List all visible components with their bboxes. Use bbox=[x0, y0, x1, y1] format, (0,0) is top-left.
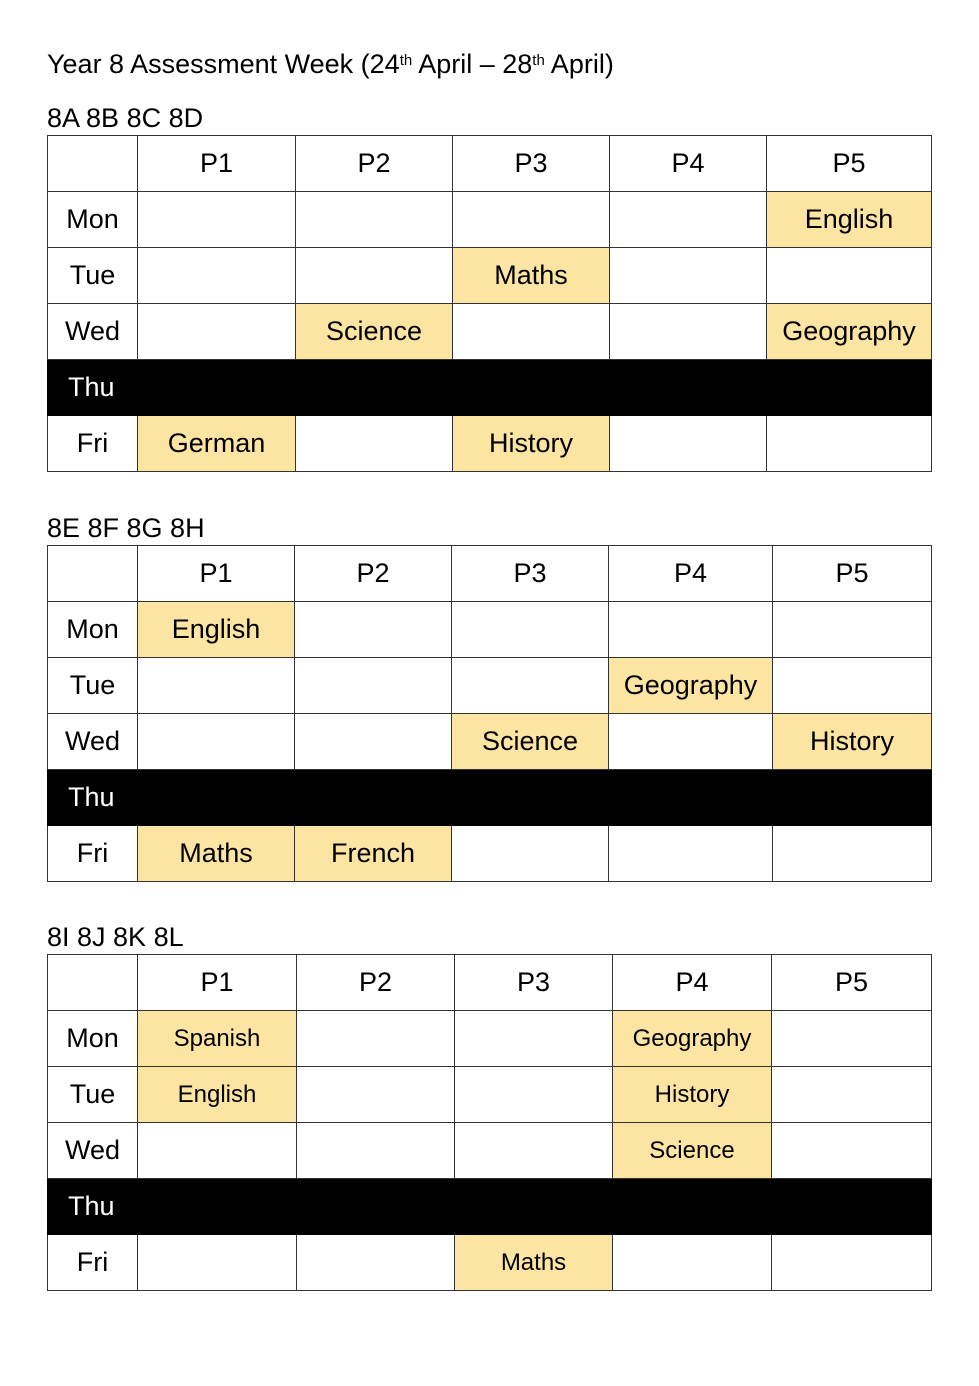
corner-cell bbox=[48, 546, 138, 602]
group-label-3: 8I 8J 8K 8L bbox=[47, 922, 184, 952]
day-label: Wed bbox=[48, 714, 138, 770]
empty-cell bbox=[138, 192, 296, 248]
period-header-p5: P5 bbox=[772, 955, 932, 1011]
period-header-p2: P2 bbox=[297, 955, 455, 1011]
day-row-thu bbox=[48, 770, 932, 826]
day-row-fri bbox=[48, 1235, 932, 1291]
day-row-mon bbox=[48, 602, 932, 658]
empty-cell bbox=[453, 304, 610, 360]
period-header-p5: P5 bbox=[767, 136, 932, 192]
empty-cell bbox=[452, 602, 609, 658]
title-text-middle: April – 28 bbox=[412, 49, 533, 79]
empty-cell bbox=[772, 1123, 932, 1179]
timetable-group-3 bbox=[47, 954, 932, 1291]
period-header-p5: P5 bbox=[773, 546, 932, 602]
empty-cell bbox=[609, 714, 773, 770]
empty-cell bbox=[610, 416, 767, 472]
period-header-p1: P1 bbox=[138, 955, 297, 1011]
corner-cell bbox=[48, 136, 138, 192]
empty-cell bbox=[138, 1235, 297, 1291]
exam-cell: Science bbox=[613, 1123, 772, 1179]
corner-cell bbox=[48, 955, 138, 1011]
exam-cell: Geography bbox=[609, 658, 773, 714]
period-header-p4: P4 bbox=[609, 546, 773, 602]
exam-cell: English bbox=[767, 192, 932, 248]
exam-cell: English bbox=[138, 1067, 297, 1123]
empty-cell bbox=[452, 826, 609, 882]
exam-cell: Spanish bbox=[138, 1011, 297, 1067]
period-header-p1: P1 bbox=[138, 136, 296, 192]
exam-cell: Geography bbox=[613, 1011, 772, 1067]
day-row-fri bbox=[48, 826, 932, 882]
title-text-end: April) bbox=[544, 49, 614, 79]
period-header-p2: P2 bbox=[296, 136, 453, 192]
period-header-p2: P2 bbox=[295, 546, 452, 602]
exam-cell: Maths bbox=[453, 248, 610, 304]
empty-cell bbox=[772, 1235, 932, 1291]
empty-cell bbox=[773, 826, 932, 882]
day-row-mon bbox=[48, 192, 932, 248]
empty-cell bbox=[455, 1011, 613, 1067]
day-row-thu bbox=[48, 1179, 932, 1235]
empty-cell bbox=[772, 1067, 932, 1123]
exam-cell: Maths bbox=[455, 1235, 613, 1291]
header-row bbox=[48, 136, 932, 192]
empty-cell bbox=[138, 248, 296, 304]
timetable-group-2 bbox=[47, 545, 932, 882]
empty-cell bbox=[296, 248, 453, 304]
empty-cell bbox=[296, 416, 453, 472]
period-header-p1: P1 bbox=[138, 546, 295, 602]
day-row-mon bbox=[48, 1011, 932, 1067]
day-label: Wed bbox=[48, 1123, 138, 1179]
exam-cell: History bbox=[773, 714, 932, 770]
empty-cell bbox=[610, 248, 767, 304]
day-label: Tue bbox=[48, 1067, 138, 1123]
day-label: Fri bbox=[48, 1235, 138, 1291]
day-row-tue bbox=[48, 1067, 932, 1123]
day-row-wed bbox=[48, 1123, 932, 1179]
exam-cell: German bbox=[138, 416, 296, 472]
empty-cell bbox=[767, 416, 932, 472]
title-sup-start: th bbox=[399, 52, 413, 69]
empty-cell bbox=[295, 714, 452, 770]
day-label: Thu bbox=[48, 360, 932, 416]
day-label: Thu bbox=[48, 770, 932, 826]
empty-cell bbox=[297, 1235, 455, 1291]
empty-cell bbox=[455, 1067, 613, 1123]
exam-cell: Science bbox=[296, 304, 453, 360]
day-row-wed bbox=[48, 714, 932, 770]
timetable-group-1 bbox=[47, 135, 932, 472]
exam-cell: Geography bbox=[767, 304, 932, 360]
day-label: Fri bbox=[48, 826, 138, 882]
empty-cell bbox=[138, 1123, 297, 1179]
title-sup-end: th bbox=[532, 52, 545, 69]
empty-cell bbox=[138, 714, 295, 770]
exam-cell: Science bbox=[452, 714, 609, 770]
empty-cell bbox=[297, 1123, 455, 1179]
exam-cell: History bbox=[613, 1067, 772, 1123]
period-header-p3: P3 bbox=[452, 546, 609, 602]
day-label: Tue bbox=[48, 658, 138, 714]
empty-cell bbox=[138, 304, 296, 360]
exam-cell: English bbox=[138, 602, 295, 658]
group-label-1: 8A 8B 8C 8D bbox=[47, 103, 204, 133]
day-row-thu bbox=[48, 360, 932, 416]
period-header-p3: P3 bbox=[453, 136, 610, 192]
empty-cell bbox=[609, 602, 773, 658]
empty-cell bbox=[297, 1011, 455, 1067]
day-row-wed bbox=[48, 304, 932, 360]
day-label: Mon bbox=[48, 192, 138, 248]
empty-cell bbox=[138, 658, 295, 714]
empty-cell bbox=[613, 1235, 772, 1291]
day-row-tue bbox=[48, 658, 932, 714]
exam-cell: French bbox=[295, 826, 452, 882]
empty-cell bbox=[767, 248, 932, 304]
empty-cell bbox=[772, 1011, 932, 1067]
empty-cell bbox=[295, 602, 452, 658]
period-header-p4: P4 bbox=[613, 955, 772, 1011]
title-text-start: Year 8 Assessment Week (24 bbox=[47, 49, 400, 79]
day-label: Mon bbox=[48, 602, 138, 658]
header-row bbox=[48, 546, 932, 602]
empty-cell bbox=[295, 658, 452, 714]
day-label: Mon bbox=[48, 1011, 138, 1067]
exam-cell: History bbox=[453, 416, 610, 472]
period-header-p3: P3 bbox=[455, 955, 613, 1011]
empty-cell bbox=[297, 1067, 455, 1123]
empty-cell bbox=[610, 304, 767, 360]
empty-cell bbox=[773, 658, 932, 714]
exam-cell: Maths bbox=[138, 826, 295, 882]
empty-cell bbox=[453, 192, 610, 248]
day-row-tue bbox=[48, 248, 932, 304]
period-header-p4: P4 bbox=[610, 136, 767, 192]
day-label: Thu bbox=[48, 1179, 932, 1235]
group-label-2: 8E 8F 8G 8H bbox=[47, 513, 205, 543]
empty-cell bbox=[452, 658, 609, 714]
empty-cell bbox=[610, 192, 767, 248]
day-label: Fri bbox=[48, 416, 138, 472]
day-label: Wed bbox=[48, 304, 138, 360]
empty-cell bbox=[296, 192, 453, 248]
day-row-fri bbox=[48, 416, 932, 472]
day-label: Tue bbox=[48, 248, 138, 304]
empty-cell bbox=[773, 602, 932, 658]
empty-cell bbox=[609, 826, 773, 882]
header-row bbox=[48, 955, 932, 1011]
empty-cell bbox=[455, 1123, 613, 1179]
page-title bbox=[47, 46, 614, 82]
